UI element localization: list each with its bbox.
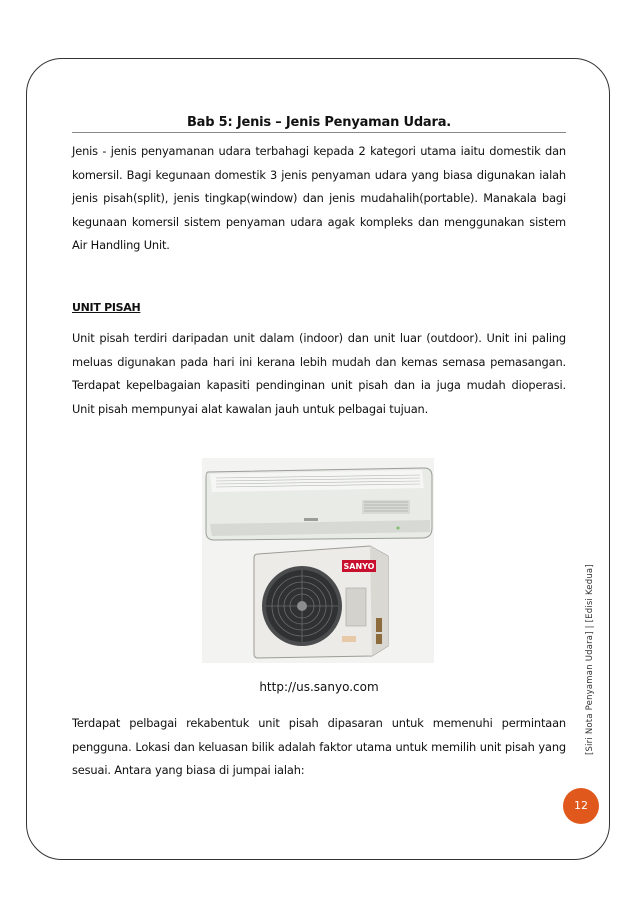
brand-logo: SANYO: [343, 562, 375, 571]
page-number-badge: 12: [563, 788, 599, 824]
design-paragraph: Terdapat pelbagai rekabentuk unit pisah dipasaran untuk memenuhi permintaan pengguna. Lokasi dan keluasan bilik adalah faktor utama untuk memilih unit pisah yang sesuai. Antara yang biasa di jumpai ialah:: [72, 716, 566, 778]
title-underline: [72, 132, 566, 133]
split-aircon-image: [202, 458, 434, 663]
chapter-title: Bab 5: Jenis – Jenis Penyaman Udara.: [186, 115, 452, 130]
intro-paragraph: Jenis - jenis penyamanan udara terbahagi kepada 2 kategori utama iaitu domestik dan komersil. Bagi kegunaan domestik 3 jenis penyaman udara yang biasa digunakan ialah jenis pisah(split), jenis tingkap(window) dan jenis mudahalih(portable). Manakala bagi kegunaan komersil sistem penyaman udara agak kompleks dan menggunakan sistem Air Handling Unit.: [72, 144, 566, 253]
series-edition-label: [Siri Nota Penyaman Udara] | [Edisi Kedua]: [585, 564, 595, 755]
outdoor-unit: [254, 546, 388, 658]
indoor-unit: [206, 468, 432, 540]
figure-caption: http://us.sanyo.com: [259, 680, 379, 694]
unit-pisah-paragraph: Unit pisah terdiri daripadan unit dalam (indoor) dan unit luar (outdoor). Unit ini paling meluas digunakan pada hari ini kerana lebih mudah dan kemas semasa pemasangan. Terdapat kepelbagaian kapasiti pendinginan unit pisah dan ia juga mudah dioperasi. Unit pisah mempunyai alat kawalan jauh untuk pelbagai tujuan.: [72, 331, 566, 416]
section-heading: UNIT PISAH: [72, 301, 141, 314]
